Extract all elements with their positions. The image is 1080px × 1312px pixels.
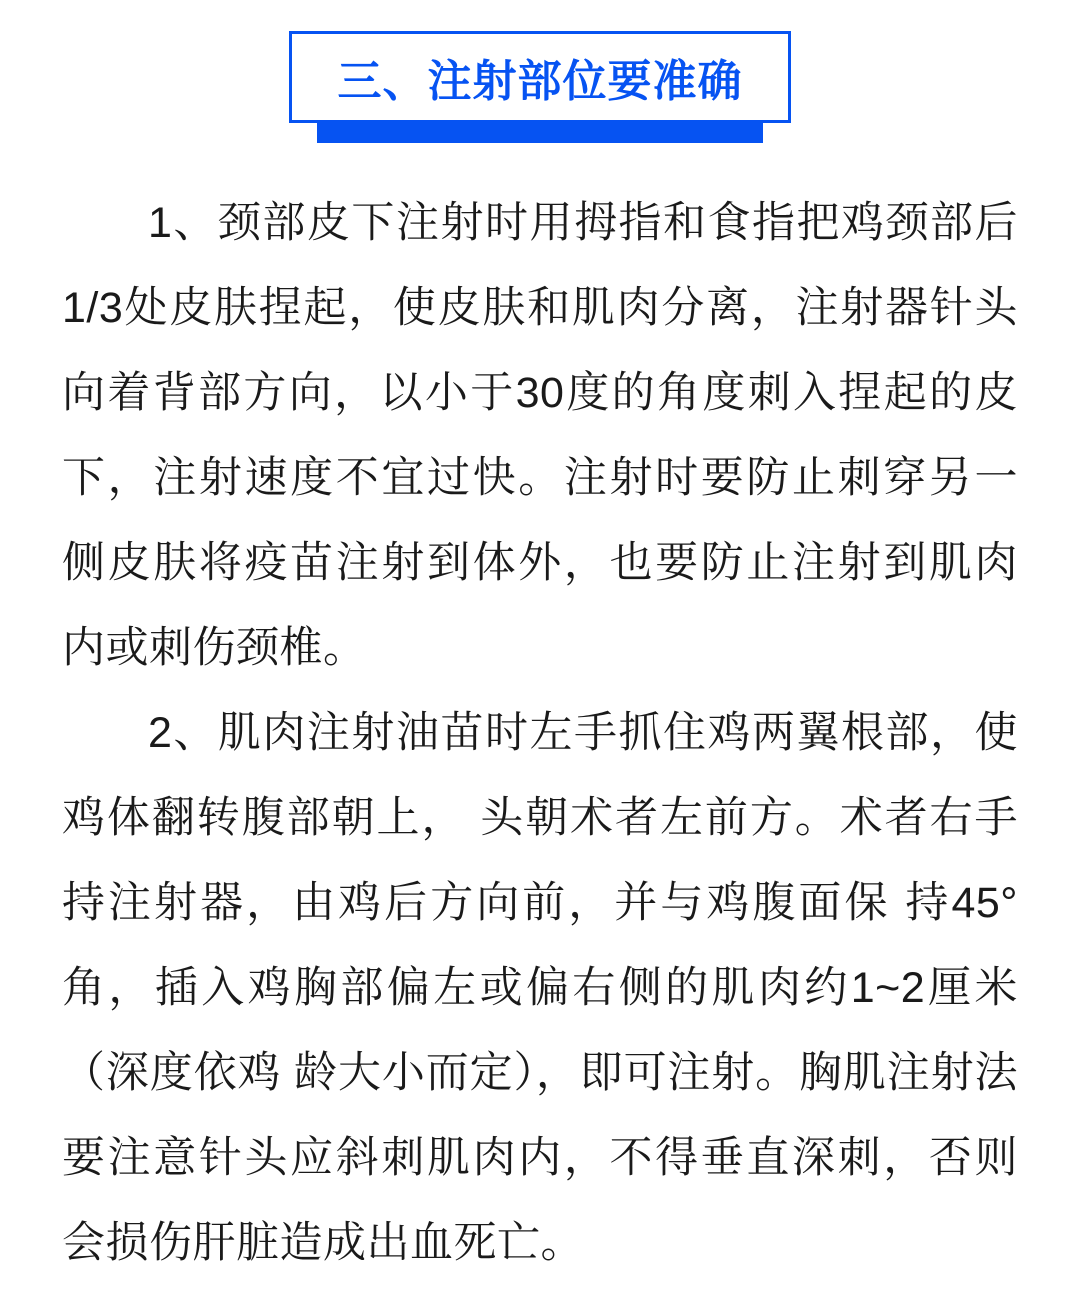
paragraph-neck-injection: 1、颈部皮下注射时用拇指和食指把鸡颈部后1/3处皮肤捏起，使皮肤和肌肉分离，注射器针头向着背部方向，以小于30度的角度刺入捏起的皮下，注射速度不宜过快。注射时要防止刺穿另一侧皮肤将疫苗注射到体外，也要防止注射到肌肉内或刺伤颈椎。: [62, 199, 1018, 672]
section-header: [0, 0, 1080, 143]
section-title-underline-bar: [317, 123, 763, 143]
section-title-box: [289, 31, 791, 123]
article-body: [0, 181, 1080, 1286]
section-title: 三、注射部位要准确: [337, 57, 743, 106]
paragraph-muscle-injection: 2、肌肉注射油苗时左手抓住鸡两翼根部，使鸡体翻转腹部朝上， 头朝术者左前方。术者右手持注射器，由鸡后方向前，并与鸡腹面保 持45°角，插入鸡胸部偏左或偏右侧的肌肉约1~2厘米（深度依鸡 龄大小而定），即可注射。胸肌注射法要注意针头应斜刺肌肉内，不得垂直深刺，否则会损伤肝脏造成出血死亡。: [62, 709, 1018, 1267]
